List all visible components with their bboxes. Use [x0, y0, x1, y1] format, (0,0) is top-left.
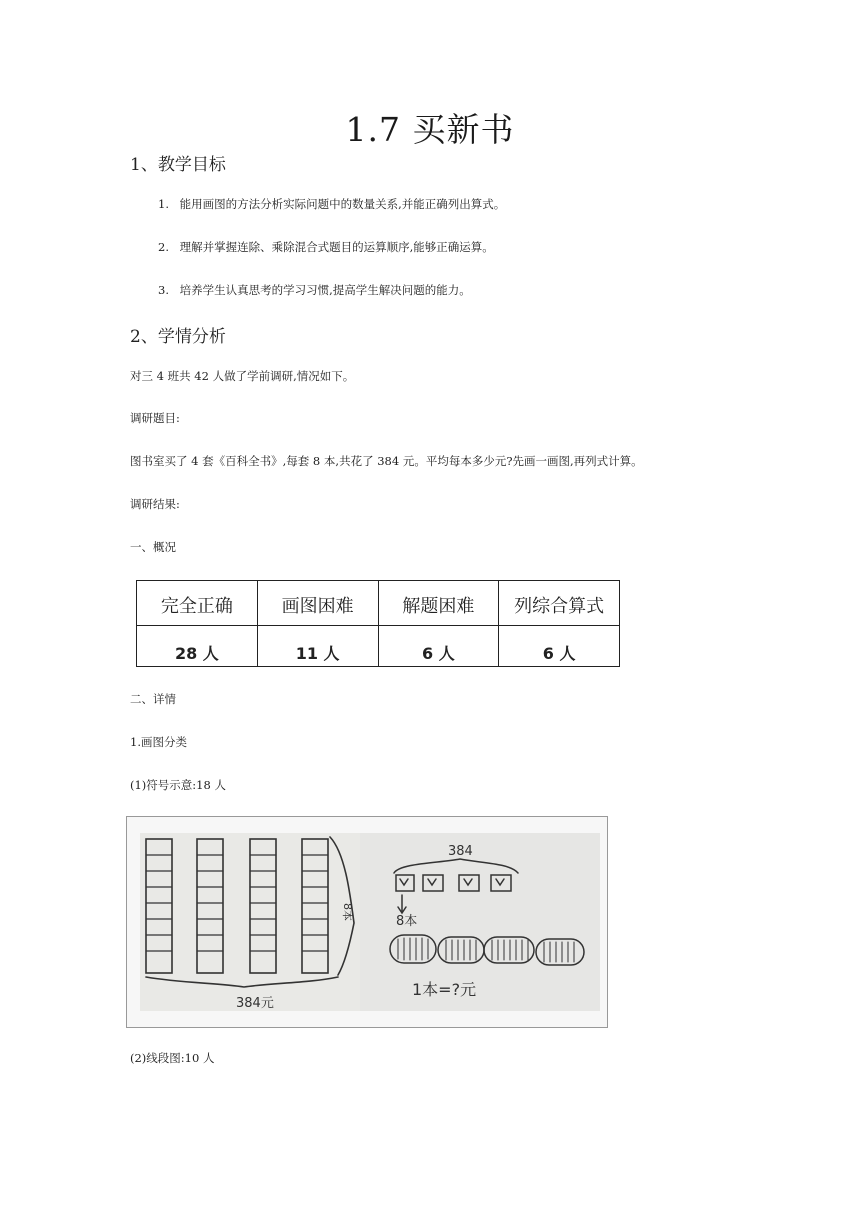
box-pill-drawing [360, 833, 600, 1011]
drawing-total-label: 384元 [236, 996, 274, 1011]
section-heading-analysis: 2、学情分析 [130, 327, 226, 347]
survey-question-label: 调研题目: [130, 411, 180, 425]
objective-number: 2. [158, 240, 169, 254]
student-drawing-photo-right [360, 833, 600, 1011]
table-cell: 6 人 [499, 626, 620, 667]
table-header-cell: 完全正确 [137, 581, 258, 626]
objective-number: 1. [158, 197, 169, 211]
table-cell: 28 人 [137, 626, 258, 667]
table-row [137, 626, 620, 667]
table-cell: 6 人 [378, 626, 499, 667]
table-header-row [137, 581, 620, 626]
student-drawings-figure [126, 816, 608, 1028]
drawing-side-label: 8本 [341, 903, 354, 921]
drawing-arrow-label: 8本 [396, 914, 418, 929]
item-symbol-sketch: (1)符号示意:18 人 [130, 778, 226, 792]
objective-item [158, 282, 471, 298]
survey-result-table [136, 580, 620, 667]
objective-item [158, 239, 494, 255]
objective-number: 3. [158, 283, 169, 297]
page-title: 1.7 买新书 [345, 110, 515, 149]
drawing-category-label: 1.画图分类 [130, 735, 187, 749]
item-line-segment: (2)线段图:10 人 [130, 1051, 215, 1065]
objective-text: 能用画图的方法分析实际问题中的数量关系,并能正确列出算式。 [179, 197, 506, 211]
overview-label: 一、概况 [130, 540, 176, 554]
table-header-cell: 解题困难 [378, 581, 499, 626]
detail-label: 二、详情 [130, 692, 176, 706]
student-drawing-photo-left [140, 833, 360, 1011]
drawing-formula-label: 1本=?元 [412, 980, 477, 999]
table-cell: 11 人 [257, 626, 378, 667]
drawing-top-label: 384 [448, 844, 473, 859]
objective-text: 培养学生认真思考的学习习惯,提高学生解决问题的能力。 [179, 283, 471, 297]
table-header-cell: 画图困难 [257, 581, 378, 626]
survey-question: 图书室买了 4 套《百科全书》,每套 8 本,共花了 384 元。平均每本多少元?先画一画图,再列式计算。 [130, 454, 643, 468]
objective-text: 理解并掌握连除、乘除混合式题目的运算顺序,能够正确运算。 [179, 240, 494, 254]
table-header-cell: 列综合算式 [499, 581, 620, 626]
objective-item [158, 196, 505, 212]
survey-result-label: 调研结果: [130, 497, 180, 511]
section-heading-objectives: 1、教学目标 [130, 155, 226, 175]
survey-intro: 对三 4 班共 42 人做了学前调研,情况如下。 [130, 369, 355, 383]
book-columns-drawing [140, 833, 360, 1011]
